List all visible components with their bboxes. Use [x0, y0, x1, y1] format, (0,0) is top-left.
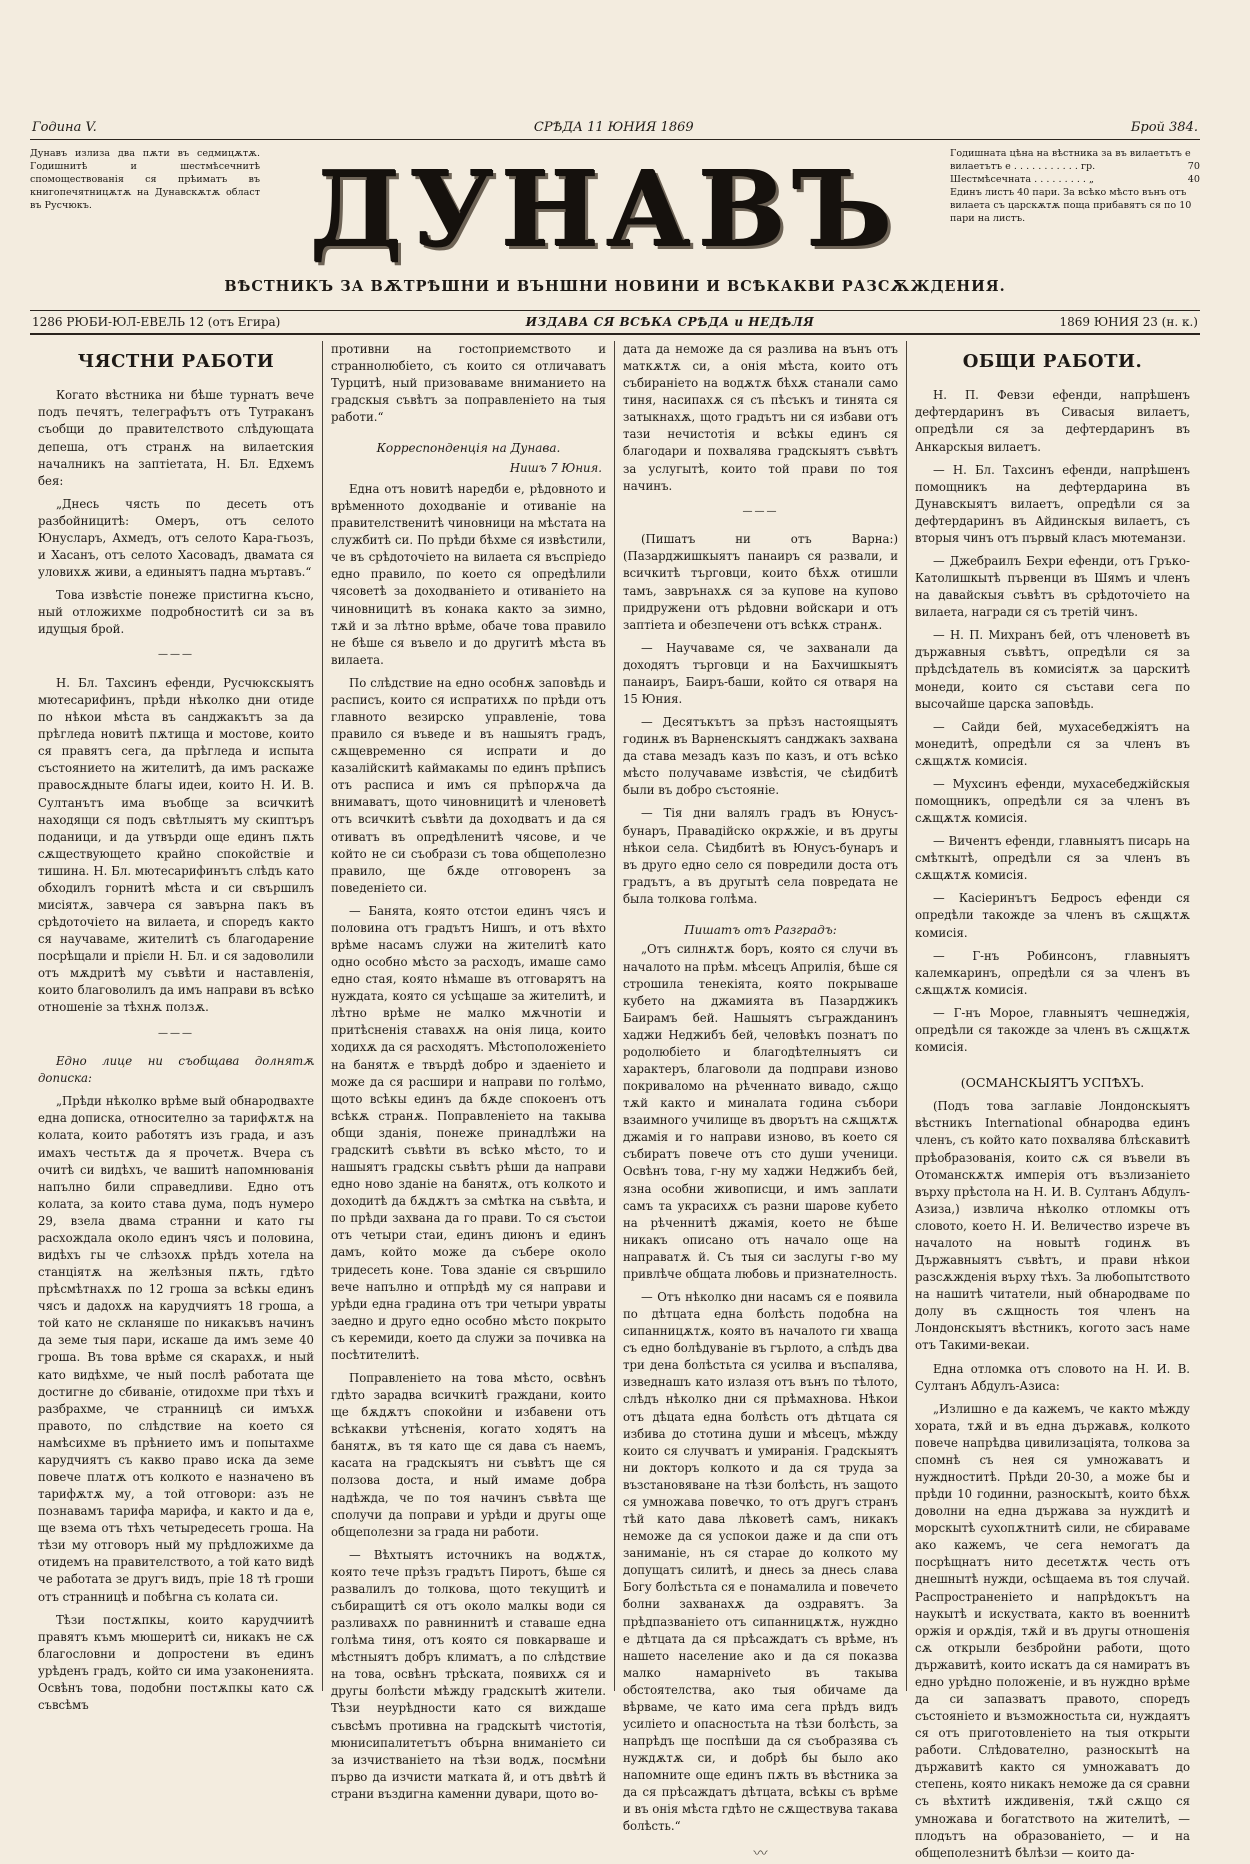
paragraph: „Прѣди нѣколко врѣме вый обнародвахте една дописка, относително за тарифѫтѫ на колата, които работятъ изъ града, и азъ имахъ честьтѫ да я прочетѫ. Вчера съ очитѣ си видѣхъ, че вашитѣ напомнюванія напълно били справедливи. Едно отъ колата, за които става дума, подъ нумеро 29, взела двама странни и като гы расхождала около единъ чясъ и половина, видѣхъ гы че слѣзохѫ прѣдъ хотела на станцiятѫ на желѣзныя пѫть, гдѣто прѣсмѣтнахѫ по 12 гроша за всѣкы единъ чясъ и дадохѫ на карудчиятъ 18 гроша, а той като не скланяше по никакъвъ начинъ да земе тыя пари, искаше да имъ земе 40 гроша. Въ това врѣме ся скарахѫ, и ный като видѣхме, че ный послѣ работата ще достигне до сбиваніе, отидохме при тѣхъ и разбрахме, че странницѣ си имъхѫ правото, по слѣдствие на което ся намѣсихме въ прѣнието имъ и попытахме карудчиятъ съ какво право иска да земе повече платѫ отъ колкото е назначено въ тарифѫтѫ му, а той отговори: азъ не познавамъ тарифа марифа, и както и да е, ще взема отъ тѣхъ четыредесеть гроша. На тѣзи му отговоръ ный му прѣдложихме да отидемъ на правителството, а той като видѣ че работата зе другъ видъ, пріе 18 тѣ гроши отъ странницѣ и побѣгна съ колата си. [38, 1094, 314, 1604]
issue-number: Брой 384. [1130, 120, 1198, 135]
paragraph: (Подъ това заглавіе Лондонскыятъ вѣстникъ International обнародва единъ членъ, съ който като похвалява блѣскавитѣ прѣобразованія, които сѫ ся въвели въ Отоманскѫтѫ имперія отъ възлизаніето върху прѣстола на Н. И. В. Султанъ Абдулъ-Азиза,) извлича нѣколко отломкы отъ словото, което Н. И. Величество изрече въ началото на новытѣ годинѫ въ Държавныятъ съвѣтъ, и прави нѣкои разсѫжденія върху тѣхъ. За любопытството на нашитѣ читатели, ный обнародваме по долу въ сѫщность тоя членъ на Лондонскыятъ вѣстникъ, когото засъ наме отъ Такими-векаи. [915, 1099, 1190, 1353]
paragraph: — Тія дни валялъ градъ въ Юнусъ-бунаръ, Правадійско окрѫжіе, и въ другы нѣкои села. Сѣидбитѣ въ Юнусъ-бунаръ и въ друго едно село ся повредили доста отъ градътъ, а въ другытѣ села повредата не была толкова голѣма. [623, 806, 898, 906]
section-heading-private: ЧЯСТНИ РАБОТИ [77, 351, 275, 372]
paragraph: — Отъ нѣколко дни насамъ ся е появила по дѣтцата една болѣсть подобна на сипанницѫтѫ, която въ началото ги хваща съ едно болѣдуваніе въ гърлото, а слѣдъ два три дена болѣстьта ся усилва и въспалява, изведнашъ като излазя отъ вънъ по тѣлото, слѣдъ нѣколко дни ся прѣмахнова. Нѣкои отъ дѣцата една болѣсть отъ дѣтцата ся избива до стотина души и мѣсецъ, мѣжду които ся случватъ и умиранія. Градскыятъ ни докторъ колкото и да ся трудa за възстановяване на тѣзи болѣсть, нъ защото ся умножава повечко, то отъ другъ странъ тѣй като дава лѣковетѣ самъ, никакъ неможе да ся успокои даже и да спи отъ заниманіе, нъ ся старае до колкото му допущатъ силитѣ, и днесь за днесь слава Богу болѣстьта ся е понамалила и повечето болни захванахѫ да оздравятъ. За прѣдпазваніето отъ сипанницѫтѫ, нуждно е дѣтцата да ся прѣсаждатъ съ врѣме, нъ нашето население ако и да ся показва малко намарнivetо въ такыва обстоятелства, ако тыя обичаме да вѣрваме, че като има сега прѣдъ видъ усиліето и опасностьта на тѣзи болѣсть, за напрѣдъ ще поспѣши да ся съобразява съ нуждѫтѫ си, и добрѣ бы было ако напомните още единъ пѫть въ вѣстника за да ся прѣсаждатъ дѣтцата, всѣкы съ врѣме и въ онія мѣста гдѣто не сѫществува такава болѣсть.“ [623, 1290, 898, 1834]
paragraph: — Банята, която отстои единъ чясъ и половина отъ градътъ Нишъ, и отъ вѣхто врѣме насамъ служи на жителитѣ като одно особно мѣсто за расходъ, имаше само едно стая, която нѣмаше въ отговарятъ на нуждата, която ся усѣщаше за жителитѣ, и лѣтно врѣме не малко мѫчнотіи и притѣсненія ставахѫ на онія лица, които ходихѫ да ся расходятъ. Мѣстоположеніето на банятѫ е твърдѣ добро и здаеніето и може да ся расшири и направи по голѣмо, щото всѣкы единъ да бѫде спокоенъ отъ всѣкѫ странѫ. Поправленіето на такыва общи зданія, понеже принадлѣжи на градскитѣ съвѣти въ всѣко мѣсто, то и нашыятъ градскы съвѣтъ рѣши да направи едно ново зданіе на банятѫ, отъ колкото и доходитѣ да бѫдѫтъ за смѣтка на съвѣта, и по прѣди захвана да го прави. То ся състои отъ четыри стаи, единъ диюнъ и единъ дамъ, който може да съберe около тридесеть коне. Това зданіе ся свършило вече напълно и отпрѣдѣ му ся направи и урѣди една градина отъ три четыри увраты заедно и друго едно особно мѣсто покрыто съ керемиди, което да служи за почивка на посѣтителитѣ. [331, 903, 606, 1362]
column-4 [906, 341, 1198, 1860]
paragraph: — Джебраилъ Бехри ефенди, отъ Гръко-Католишкытѣ първенци въ Шямъ и членъ на давайскыя съвѣтъ въ срѣдоточіето на вилаета, награди ся съ третій чинъ. [915, 553, 1190, 620]
section-heading-ottoman: (ОСМАНСКЫЯТЪ УСПѢХЪ. [960, 1075, 1145, 1091]
section-heading-general: ОБЩИ РАБОТИ. [962, 351, 1143, 372]
dateline-place: Нишъ 7 Юния. [509, 460, 602, 475]
newspaper-subtitle: ВѢСТНИКЪ ЗА ВѪТРѢШНИ И ВЪНШНИ НОВИНИ И ВСѢКАКВИ РАЗСѪЖДЕНИЯ. [224, 278, 1006, 295]
paragraph: — Г-нъ Робинсонъ, главныятъ калемкаринъ, опредѣли ся за членъ въ сѫщѫтѫ комисія. [915, 948, 1190, 997]
price-note: Единъ листъ 40 пари. За всѣко мѣсто вънъ отъ вилаета съ царскѫтѫ поща прибавятъ ся по 10 пари на листъ. [950, 186, 1192, 224]
paragraph: — Десятъкътъ за прѣзъ настоящыятъ годинѫ въ Варненскыятъ санджакъ захвана да става мезадъ казъ по казъ, и отъ всѣко мѣсто получаваме извѣстія, че сѣидбитѣ были въ добро състояніе. [623, 715, 898, 798]
paragraph-intro: Едно лице ни съобщава долнятѫ дописка: [38, 1054, 314, 1086]
julian-date: 1869 ЮНИЯ 23 (н. к.) [1059, 315, 1198, 329]
paragraph: — Научаваме ся, че захванали да доходятъ търговци и на Бахчишкыятъ панаиръ, Баиръ-баши, който ся отваря на 15 Юния. [623, 640, 898, 706]
divider: ——— [742, 505, 779, 517]
paragraph: „Излишно е да кажемъ, че както мѣжду хората, тѫй и въ една държавѫ, колкото повече напрѣдва цивилизаціята, толкова за спомнѣ съ нея ся умножаватъ и нуждноститѣ. Прѣди 20-30, а може бы и прѣди 10 годинни, разноскытѣ, които бѣхѫ доволни на една държава за нуждитѣ и морскытѣ сухопѫтнитѣ сили, не сбираваме ако кажемъ, че сега немогатъ да посрѣщнатъ нито десетѫтѫ честь отъ днешнытѣ нужди, осѣщаема въ тоя случай. Распространеніето и напрѣдокътъ на наукытѣ и искуствата, както въ военнитѣ оржія и орѫдія, тѫй и въ другы отношенія сѫ открыли безбройни работи, щото държавитѣ, които искатъ да ся намиратъ въ едно урѣдно положеніе, и въ нуждно врѣме да си запазватъ правото, споредъ състояніето и възможностьта си, нуждаятъ ся отъ приготовленіето на тыя открыти работи. Слѣдователно, разноскытѣ на държавитѣ както ся умножаватъ до степень, която никакъ неможе да ся сравни съ вѣхтитѣ иждивенія, тѫй сѫщо ся умножава и богатството на жителитѣ, — плодътъ на образованіето, — и на общеполезнитѣ бѣлѣзи — които да- [915, 1401, 1190, 1860]
newspaper-title: ДУНАВЪ [310, 148, 900, 271]
paragraph: Н. П. Февзи ефенди, напрѣшенъ дефтердаринъ въ Сивасыя вилаетъ, опредѣли ся за дефтердаринъ въ Анкарскыя вилаетъ. [915, 388, 1190, 454]
paragraph: Когато вѣстника ни бѣше турнатъ вече подъ печятъ, телеграфътъ отъ Тутраканъ съобщи до правителството слѣдующата депеша, отъ странѫ на вилаетския началникъ на заптіетата, Н. Бл. Едхемъ бея: [38, 388, 314, 488]
paragraph: Една отъ новитѣ наредби е, рѣдовното и врѣменното доходваніе и отиваніе на правителственитѣ чиновници на мѣстата на службитѣ си. По прѣди бѣхме ся извѣстили, че въ срѣдоточіето на вилаета ся въспріедо едно правило, по което ся опредѣлили чясоветѣ за доходванiето и отиванiето на чиновницитѣ въ конака както за зимно, тѫй и за лѣтно врѣме, обаче това правило не бѣше ся въвело и до другитѣ мѣста въ вилаета. [331, 481, 606, 667]
paragraph: противни на гостоприемството и страннолюбіето, съ които ся отличаватъ Турцитѣ, ный призоваваме вниманието на градскыя съвѣтъ за поправленіето на тыя работи.“ [331, 342, 606, 425]
paragraph: Тѣзи постѫпкы, които карудчиитѣ правятъ къмъ мюшеритѣ си, никакъ не сѫ благословни и допростени въ единъ урѣденъ градъ, който си има узаконенията. Освѣнъ това, подобни постѫпкы като сѫ съвсѣмъ [38, 1612, 314, 1712]
price-row-annual: вилаетътъ е . . . . . . . . . . . гр. 70 [950, 160, 1200, 172]
paragraph: Н. Бл. Тахсинъ ефенди, Русчюкскыятъ мютесарифинъ, прѣди нѣколко дни отиде по нѣкои мѣста въ санджакътъ за да прѣгледа новитѣ пѫтища и мостове, които ся правятъ сега, да прѣгледа и испыта състоянието на жителитѣ, да имъ раскаже правосѫдныте благы идеи, които Н. И. В. Султанътъ има въобще за всичкитѣ находящи ся подъ свѣтлыятъ му скиптъръ поданици, и да утвърди още единъ пѫть сѫществующето крайно спокойствіе и тишина. Н. Бл. мютесарифинътъ слѣдъ като обходилъ горнитѣ мѣста и си свършилъ мисіятѫ, завчера ся завърна пакъ въ срѣдоточіето на вилаета, и споредъ както ся научаваме, жителитѣ съ благодарение посрѣщали и прієли Н. Бл. и ся задоволили отъ мѫдритѣ му съвѣти и наставленія, които благоволилъ да имъ направи въ всѣко отношеніе за тѣхнѫ ползѫ. [38, 675, 314, 1015]
top-line [30, 120, 1200, 140]
paragraph: Поправленіето на това мѣсто, освѣнъ гдѣто зарадва всичкитѣ граждани, които ще бѫдѫтъ спокойни и избавени отъ всѣкакви утѣсненія, когато ходятъ на банятѫ, въ тя като ще ся дава съ наемъ, касата на градскыятъ ни съвѣтъ ще ся ползова доста, и ный имаме добра надѣжда, че по тоя начинъ съвѣта ще сполучи да поправи и урѣди и другы още общеполезни за града ни работи. [331, 1370, 606, 1539]
paragraph: — Сайди бей, мухасебеджіятъ на монедитѣ, опредѣли ся за членъ въ сѫщѫтѫ комисія. [915, 719, 1190, 768]
divider: ——— [158, 649, 194, 661]
newspaper-page [30, 120, 1200, 1862]
price-row-halfyear: Шестмѣсечната . . . . . . . . . „ 40 [950, 173, 1200, 185]
paragraph: — Вичентъ ефенди, главныятъ писарь на смѣткытѣ, опредѣли ся за членъ въ сѫщѫтѫ комисія. [915, 834, 1190, 883]
columns [30, 341, 1200, 1862]
paragraph: — Н. Бл. Тахсинъ ефенди, напрѣшенъ помощникъ на дефтердарина въ Дунавскыятъ вилаетъ, опредѣли ся за дефтердаринъ въ Айдинскыя вилаетъ, съ вторыя чинъ отъ първый класъ мютеманзи. [915, 462, 1190, 545]
issue-date: СРѢДА 11 ЮНИЯ 1869 [533, 120, 694, 135]
column-2 [322, 341, 614, 1801]
date-line [30, 310, 1200, 335]
paragraph: Това извѣстіе понеже пристигна късно, ный отложихме подробноститѣ си за въ идущыя брой. [38, 588, 314, 637]
paragraph: „Отъ силнѫтѫ боръ, която ся случи въ началото на прѣм. мѣсецъ Априлія, бѣше ся строшила тенекіята, която покрываше кубето на джамията въ Пазарджикъ Баирамъ бей. Нашыятъ съграждaнинъ хаджи Неджибъ бей, человѣкъ познатъ по родолюбіето и благодѣтелныятъ си характеръ, благоволи да подправи изново покриваломо на рѣченнато вивадо, сѫщо тѫй както и миналата година събори взаимного училище въ дворътъ на сѫщѫтѫ джамія и го направи изново, въ което ся събиратъ повече отъ сто души ученици. Освѣнъ това, г-ну му хаджи Неджибъ бей, язна особни живописци, и имъ заплати самъ та украсихѫ съ разни шарове кубето на рѣченнитѣ джамія, което не бѣше никакъ описано отъ начало още на направатѫ й. Съ тыя си заслугы г-во му привлѣче общата любовь и признателность. [623, 942, 898, 1281]
paragraph: — Касіеринътъ Бедросъ ефенди ся опредѣли такожде за членъ въ сѫщѫтѫ комисія. [915, 891, 1190, 940]
section-heading-razgrad: Пишатъ отъ Разградъ: [684, 922, 837, 937]
paragraph: По слѣдствие на едно особнѫ заповѣдь и расписъ, които ся испратихѫ по прѣди отъ главното везирско управленіе, това правило ся въведе и въ нашыятъ градъ, сѫщевременно ся испрати и до казалійскитѣ каймакамы по единъ прѣписъ отъ расписа и имъ ся прѣпорѫча да внимаватъ, щото чиновницитѣ и членоветѣ отъ всичкитѣ съвѣти да доходватъ и да ся отиватъ въ опредѣленитѣ чясове, и че който не си съобрази съ това общеполезно правило, ще бѫде отговоренъ за поведеніето си. [331, 675, 606, 895]
correspondence-heading: Корреспонденція на Дунава. [376, 441, 561, 456]
publication-note: Дунавъ излиза два пѫти въ седмицѫтѫ. Годишнитѣ и шестмѣсечнитѣ спомоществованія ся прѣиматъ въ книгопечятницѫтѫ на Дунавскѫтѫ област въ Русчюкъ. [30, 148, 260, 211]
masthead [30, 140, 1200, 310]
price-box [950, 148, 1200, 226]
paragraph: — Вѣхтыятъ источникъ на водѫтѫ, която тече прѣзъ градътъ Пиротъ, бѣше ся развалилъ до толкова, щото текущитѣ и събиращитѣ ся отъ околo малкы води ся разливахѫ по равниннитѣ и ставаше една голѣма тиня, отъ която ся повкарваше и мѣстныятъ добръ климатъ, а по слѣдствие на това, освѣнъ трѣскатa, появихѫ ся и другы болѣсти мѣжду градскытѣ жители. Тѣзи неурѣдности като ся виждаше съвсѣмъ противна на градскытѣ чистотія, мюнисипалитетътъ обърна вниманіето си за изчистваніето на тѣзи водѫ, посмѣни първо да изчисти маткатa й, и отъ двѣтѣ й страни въздигна каменни дувари, щото во- [331, 1547, 606, 1801]
paragraph: — Мухсинъ ефенди, мухасебеджійскыя помощникъ, опредѣли ся за членъ въ сѫщѫтѫ комисія. [915, 776, 1190, 826]
paragraph: — Н. П. Михранъ бей, отъ членоветѣ въ държавныя съвѣтъ, опредѣли ся за прѣдсѣдатель въ комисіятѫ за царскитѣ монеди, които ся състави сега по высочайше царска заповѣдь. [915, 628, 1190, 711]
price-title: Годишната цѣна на вѣстника за въ вилаетътъ е [950, 148, 1191, 159]
paragraph: „Днесь чясть по десеть отъ разбойницитѣ: Омеръ, отъ селото Юнусларъ, Ахмедъ, отъ селото Кара-гьозъ, и Хасанъ, отъ селото Хасовадъ, двамата ся уловихѫ живи, а единыятъ падна мъртавъ.“ [38, 496, 314, 580]
hijri-date: 1286 РЮБИ-ЮЛ-ЕВЕЛЬ 12 (отъ Егира) [32, 315, 281, 329]
column-1 [30, 341, 322, 1712]
column-3 [614, 341, 906, 1862]
frequency-note: ИЗДАВА СЯ ВСѢКА СРѢДА и НЕДѢЛЯ [525, 315, 815, 329]
paragraph: дата да неможе да ся разлива на вънъ отъ маткѫтѫ си, а онія мѣста, които отъ събираніето на водѫтѫ бѣхѫ станали само тиня, насипахѫ ся съ пѣсъкъ и тинята ся затыкнахѫ, щото градътъ ни ся избави отъ тази нечистотія и всѣкы единъ ся благодари и похвалява градскыятъ съвѣтъ за услугытѣ, които той прави по тоя начинъ. [623, 342, 898, 493]
paragraph: (Пишатъ ни отъ Варна:) (Пазарджишкыятъ панаиръ ся развали, и всичкитѣ търговци, които бѣхѫ отишли тамъ, заврънахѫ ся за купове на купово придружени отъ рѣдовни войскари и отъ заптіета и обезпечени отъ всѣкѫ странѫ. [623, 532, 898, 632]
end-ornament: 〰 [753, 1845, 768, 1862]
divider: ——— [158, 1027, 194, 1039]
paragraph: — Г-нъ Мороe, главныятъ чешнеджія, опредѣли ся такожде за членъ въ сѫщѫтѫ комисія. [915, 1005, 1190, 1054]
year-label: Година V. [32, 120, 97, 135]
paragraph: Една отломка отъ словото на Н. И. В. Султанъ Абдулъ-Азиса: [915, 1361, 1190, 1393]
